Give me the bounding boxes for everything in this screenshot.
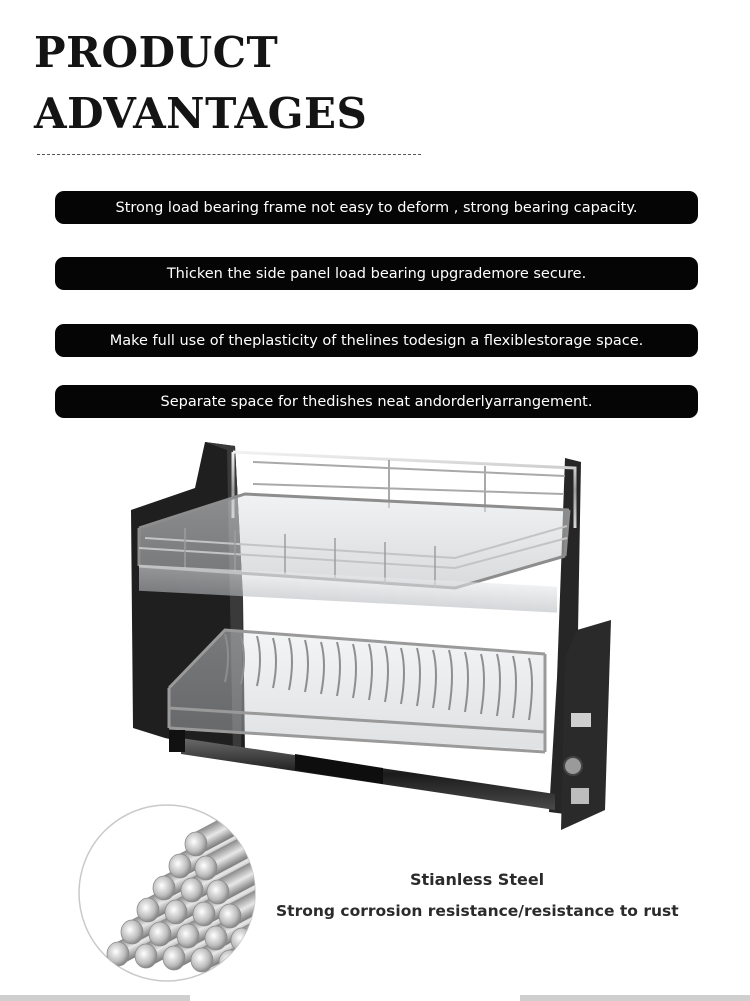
bottom-edge-left: [0, 995, 190, 1001]
advantage-text: Strong load bearing frame not easy to deform , strong bearing capacity.: [115, 199, 638, 216]
advantage-text: Separate space for thedishes neat andorderlyarrangement.: [160, 393, 593, 410]
advantage-pill-2: [55, 257, 698, 290]
title-line-2: ADVANTAGES: [34, 89, 368, 138]
dashed-divider: [37, 154, 421, 155]
advantage-pill-3: [55, 324, 698, 357]
title-line-1: PRODUCT: [34, 28, 279, 77]
material-subtitle: Strong corrosion resistance/resistance to rust: [276, 902, 679, 920]
advantage-text: Make full use of theplasticity of thelines todesign a flexiblestorage space.: [109, 332, 644, 349]
stainless-steel-rods-image: [78, 804, 256, 982]
advantage-text: Thicken the side panel load bearing upgrademore secure.: [166, 265, 587, 282]
product-photo-dish-rack: [125, 438, 620, 838]
advantage-pill-1: [55, 191, 698, 224]
advantage-pill-4: [55, 385, 698, 418]
material-title: Stianless Steel: [410, 870, 545, 889]
bottom-edge-right: [520, 995, 750, 1001]
